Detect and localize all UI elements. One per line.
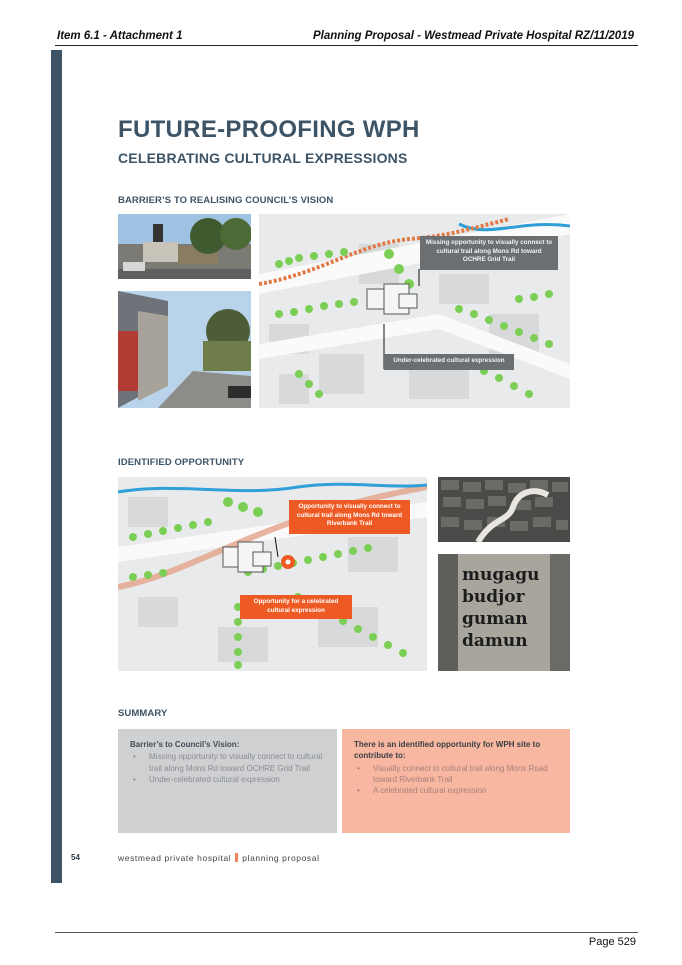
page-subtitle: CELEBRATING CULTURAL EXPRESSIONS [118,150,408,166]
barriers-heading: BARRIER’S TO REALISING COUNCIL’S VISION [118,195,334,206]
summary-opportunity-box [342,729,570,833]
brand-doc-type: planning proposal [242,853,320,863]
summary-opportunity-item: • A celebrated cultural expression [354,785,558,796]
footer-rule [55,932,638,933]
brand-name: westmead private hospital [118,853,232,863]
pole-word-3: guman [462,609,528,629]
summary-barriers-box [118,729,337,833]
callout-under-celebrated: Under-celebrated cultural expression [384,354,514,370]
header-left: Item 6.1 - Attachment 1 [57,30,183,42]
summary-opportunity-item: • Visually connect to cultural trail along Mons Road toward Riverbank Trail [354,763,558,786]
street-photo-1 [118,214,251,279]
document-page-number: 54 [71,853,80,862]
pole-word-4: damun [462,631,528,651]
pole-word-2: budjor [462,587,525,607]
summary-barrier-item: • Missing opportunity to visually connect to cultural trail along Mons Rd toward OCHRE Grid Trail [130,751,325,774]
callout-opportunity-connect: Opportunity to visually connect to cultural trail along Mons Rd toward Riverbank Trail [289,500,410,534]
opportunity-heading: IDENTIFIED OPPORTUNITY [118,457,245,468]
callout-missing-connection: Missing opportunity to visually connect to cultural trail along Mons Rd toward OCHRE Grid Trail [420,236,558,270]
summary-heading: SUMMARY [118,708,168,719]
summary-barrier-item: • Under-celebrated cultural expression [130,774,325,785]
page-title: FUTURE-PROOFING WPH [118,116,420,143]
callout-opportunity-celebrate: Opportunity for a celebrated cultural expression [240,595,352,619]
brand-footer [118,853,320,863]
street-photo-2 [118,291,251,408]
pole-word-1: mugagu [462,565,540,585]
page-label: Page 529 [588,936,636,948]
carved-pole-photo [438,554,570,671]
summary-barriers-title: Barrier’s to Council’s Vision: [130,740,240,749]
summary-opportunity-title: There is an identified opportunity for WPH site to contribute to: [354,740,541,761]
side-bar [51,50,62,883]
header-right: Planning Proposal - Westmead Private Hospital RZ/11/2019 [312,30,634,42]
brand-separator [235,853,238,862]
paving-texture-photo [438,477,570,542]
header-rule [55,45,638,46]
